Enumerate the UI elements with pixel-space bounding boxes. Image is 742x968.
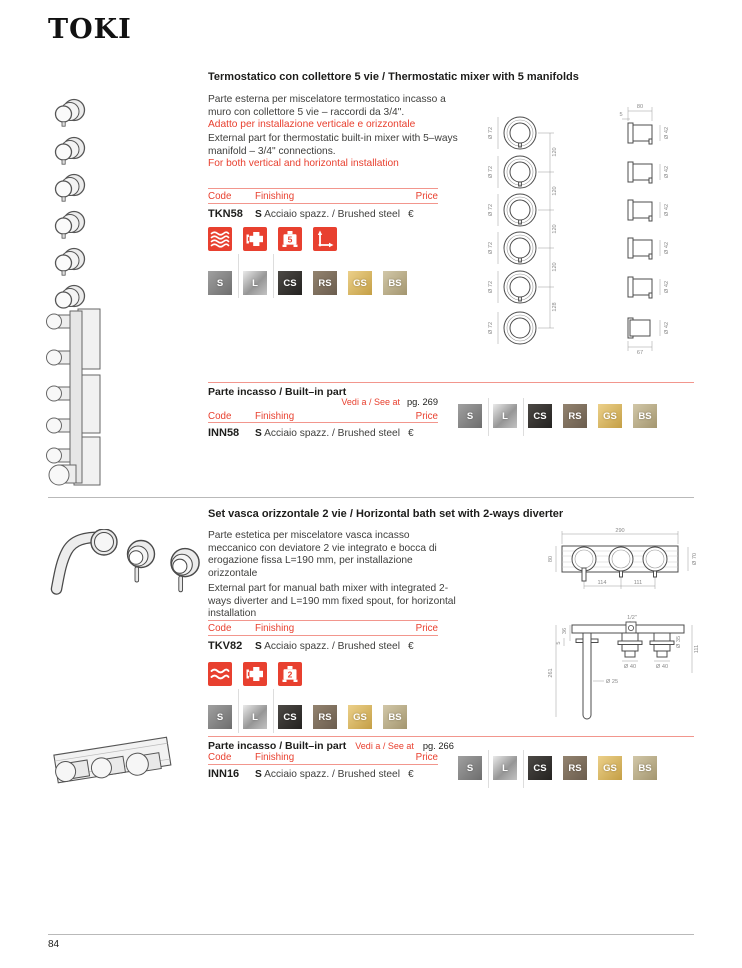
knob-photo: [52, 209, 86, 241]
swatch-separator: [273, 254, 274, 298]
product-price: €: [407, 769, 414, 780]
finish-swatch-rs: RS: [563, 404, 587, 428]
svg-text:Ø 72: Ø 72: [488, 203, 494, 217]
side-view-units: [576, 633, 674, 719]
table-rule: [208, 620, 438, 621]
knob-photo: [52, 97, 86, 129]
see-at-page: pg. 269: [406, 397, 438, 407]
finish-swatch-s: S: [458, 756, 482, 780]
col-header-code: Code: [208, 623, 232, 634]
finish-swatch-cs: CS: [278, 705, 302, 729]
svg-text:Ø 40: Ø 40: [623, 664, 637, 670]
side-view-units: [628, 123, 652, 338]
description-italian: Parte estetica per miscelatore vasca incasso meccanico con deviatore 2 vie integrato e bocca di erogazione fissa L=190 mm, per installazione orizzontale: [208, 530, 437, 579]
col-header-finishing: Finishing: [255, 752, 295, 763]
swatch-separator: [488, 750, 489, 788]
diverter-2-ways-icon: [278, 662, 302, 686]
swatch-separator: [523, 750, 524, 788]
product-finishing: S Acciaio spazz. / Brushed steel: [255, 209, 400, 220]
finish-swatch-l: L: [243, 271, 267, 295]
description-italian: Parte esterna per miscelatore termostatico incasso a muro con collettore 5 vie – raccordi da 3/4".: [208, 94, 446, 118]
svg-text:128: 128: [552, 302, 558, 312]
section-title-thermostatic: Termostatico con collettore 5 vie / Thermostatic mixer with 5 manifolds: [208, 71, 579, 83]
product-price: €: [407, 209, 414, 220]
svg-text:111: 111: [694, 644, 700, 654]
product-code: TKN58: [208, 208, 243, 220]
product-price: €: [407, 641, 414, 652]
table-row: [208, 427, 458, 439]
table-header: [208, 752, 438, 763]
finish-swatch-l: L: [493, 404, 517, 428]
finish-swatch-s: S: [208, 271, 232, 295]
front-view-circles: [504, 117, 536, 344]
technical-drawing-thermostatic: [478, 95, 696, 363]
technical-drawing-bath-front: [548, 526, 708, 594]
product-photo-manifold: [46, 307, 104, 495]
mixer-cartridge-cross-icon: [243, 662, 267, 686]
brand-logo: TOKI: [48, 14, 132, 45]
swatch-separator: [238, 689, 239, 733]
svg-text:5: 5: [556, 641, 562, 645]
finish-swatch-s: S: [208, 705, 232, 729]
svg-text:Ø 72: Ø 72: [488, 165, 494, 179]
svg-text:120: 120: [552, 262, 558, 272]
knob-photo: [52, 172, 86, 204]
svg-text:Ø 40: Ø 40: [655, 664, 669, 670]
see-at-row: [208, 397, 438, 407]
svg-text:Ø 42: Ø 42: [664, 280, 670, 294]
col-header-code: Code: [208, 752, 232, 763]
svg-text:Ø 42: Ø 42: [664, 165, 670, 179]
technical-drawing-bath-side: [546, 611, 706, 729]
col-header-finishing: Finishing: [255, 623, 295, 634]
manifold-5-ways-icon: [278, 227, 302, 251]
finish-swatch-gs: GS: [598, 404, 622, 428]
dimension-lines: [498, 117, 554, 344]
description-english: External part for thermostatic built-in mixer with 5–ways manifold – 3/4" connections.: [208, 133, 458, 157]
finish-swatch-bs: BS: [633, 756, 657, 780]
section-divider: [48, 497, 694, 498]
builtin-title: Parte incasso / Built–in part: [208, 386, 347, 398]
product-code: INN16: [208, 768, 240, 780]
finish-swatch-rs: RS: [313, 705, 337, 729]
svg-text:80: 80: [636, 104, 644, 110]
svg-text:Ø 35: Ø 35: [676, 635, 682, 649]
product-photo-spout: [42, 529, 120, 601]
svg-text:114: 114: [597, 580, 607, 586]
finish-swatch-l: L: [243, 705, 267, 729]
builtin-title-row: [208, 740, 508, 752]
finish-swatch-rs: RS: [313, 271, 337, 295]
finish-swatch-gs: GS: [598, 756, 622, 780]
svg-text:67: 67: [636, 350, 644, 356]
table-row: [208, 640, 458, 652]
svg-text:Ø 42: Ø 42: [664, 203, 670, 217]
product-photo-builtin-bar: [46, 722, 180, 804]
front-diameter-labels: [488, 127, 494, 334]
finish-swatch-rs: RS: [563, 756, 587, 780]
table-rule: [208, 188, 438, 189]
finish-swatch-gs: GS: [348, 705, 372, 729]
builtin-rule: [208, 736, 694, 737]
svg-text:120: 120: [552, 186, 558, 196]
svg-text:Ø 72: Ø 72: [488, 280, 494, 294]
install-note-italian: Adatto per installazione verticale e orizzontale: [208, 119, 416, 130]
table-header: [208, 411, 438, 422]
svg-text:Ø 42: Ø 42: [664, 126, 670, 140]
finish-swatch-bs: BS: [633, 404, 657, 428]
knob-photo: [52, 135, 86, 167]
water-waves-icon: [208, 662, 232, 686]
col-header-price: Price: [415, 752, 438, 763]
install-note-english: For both vertical and horizontal installation: [208, 158, 399, 169]
footer-rule: [48, 934, 694, 935]
finish-swatch-cs: CS: [528, 756, 552, 780]
finish-swatch-s: S: [458, 404, 482, 428]
finish-swatch-gs: GS: [348, 271, 372, 295]
col-header-finishing: Finishing: [255, 411, 295, 422]
svg-text:80: 80: [548, 555, 554, 563]
side-dimension-lines: [622, 107, 660, 351]
col-header-price: Price: [415, 623, 438, 634]
table-row: [208, 208, 458, 220]
svg-text:5: 5: [287, 234, 293, 245]
knob-photo: [52, 246, 86, 278]
col-header-price: Price: [415, 191, 438, 202]
finish-swatch-bs: BS: [383, 271, 407, 295]
table-header: [208, 623, 438, 634]
swatch-separator: [488, 398, 489, 436]
svg-text:Ø 42: Ø 42: [664, 321, 670, 335]
finish-swatch-bs: BS: [383, 705, 407, 729]
svg-text:1/2": 1/2": [627, 615, 637, 621]
builtin-title: Parte incasso / Built–in part: [208, 740, 347, 752]
table-rule: [208, 203, 438, 204]
col-header-code: Code: [208, 191, 232, 202]
see-at-label: Vedi a / See at: [355, 741, 414, 751]
swatch-separator: [273, 689, 274, 733]
table-header: [208, 191, 438, 202]
svg-text:Ø 25: Ø 25: [605, 679, 619, 685]
front-view-controls: [572, 547, 667, 581]
svg-text:Ø 72: Ø 72: [488, 241, 494, 255]
col-header-finishing: Finishing: [255, 191, 295, 202]
product-finishing: S Acciaio spazz. / Brushed steel: [255, 769, 400, 780]
page-number: 84: [48, 939, 60, 950]
table-rule: [208, 422, 438, 423]
svg-text:290: 290: [615, 528, 625, 534]
svg-text:2: 2: [287, 669, 293, 680]
svg-text:36: 36: [562, 627, 568, 635]
product-code: INN58: [208, 427, 240, 439]
product-photo-handle: [123, 539, 157, 589]
swatch-separator: [523, 398, 524, 436]
finish-swatch-cs: CS: [528, 404, 552, 428]
col-header-code: Code: [208, 411, 232, 422]
svg-text:120: 120: [552, 224, 558, 234]
description-english: External part for manual bath mixer with integrated 2-ways diverter and L=190 mm fixed spout, for horizontal installation: [208, 583, 456, 620]
finish-swatch-l: L: [493, 756, 517, 780]
finish-swatch-cs: CS: [278, 271, 302, 295]
product-photo-handle: [165, 547, 203, 599]
see-at-page: pg. 266: [422, 741, 454, 751]
see-at-label: Vedi a / See at: [341, 397, 400, 407]
vertical-horizontal-install-icon: [313, 227, 337, 251]
col-header-price: Price: [415, 411, 438, 422]
swatch-separator: [238, 254, 239, 298]
product-price: €: [407, 428, 414, 439]
svg-text:Ø 70: Ø 70: [692, 552, 698, 566]
mixer-cartridge-cross-icon: [243, 227, 267, 251]
section-title-bath-set: Set vasca orizzontale 2 vie / Horizontal bath set with 2-ways diverter: [208, 508, 564, 520]
svg-text:Ø 72: Ø 72: [488, 321, 494, 335]
svg-text:Ø 42: Ø 42: [664, 241, 670, 255]
table-rule: [208, 635, 438, 636]
svg-text:Ø 72: Ø 72: [488, 126, 494, 140]
product-code: TKV82: [208, 640, 243, 652]
svg-text:120: 120: [552, 147, 558, 157]
builtin-rule: [208, 382, 694, 383]
table-rule: [208, 764, 438, 765]
table-row: [208, 768, 458, 780]
water-waves-icon: [208, 227, 232, 251]
product-finishing: S Acciaio spazz. / Brushed steel: [255, 641, 400, 652]
svg-text:261: 261: [548, 668, 554, 678]
product-finishing: S Acciaio spazz. / Brushed steel: [255, 428, 400, 439]
svg-text:5: 5: [619, 112, 623, 118]
side-dimension-labels: [619, 104, 670, 356]
svg-text:111: 111: [633, 580, 643, 586]
